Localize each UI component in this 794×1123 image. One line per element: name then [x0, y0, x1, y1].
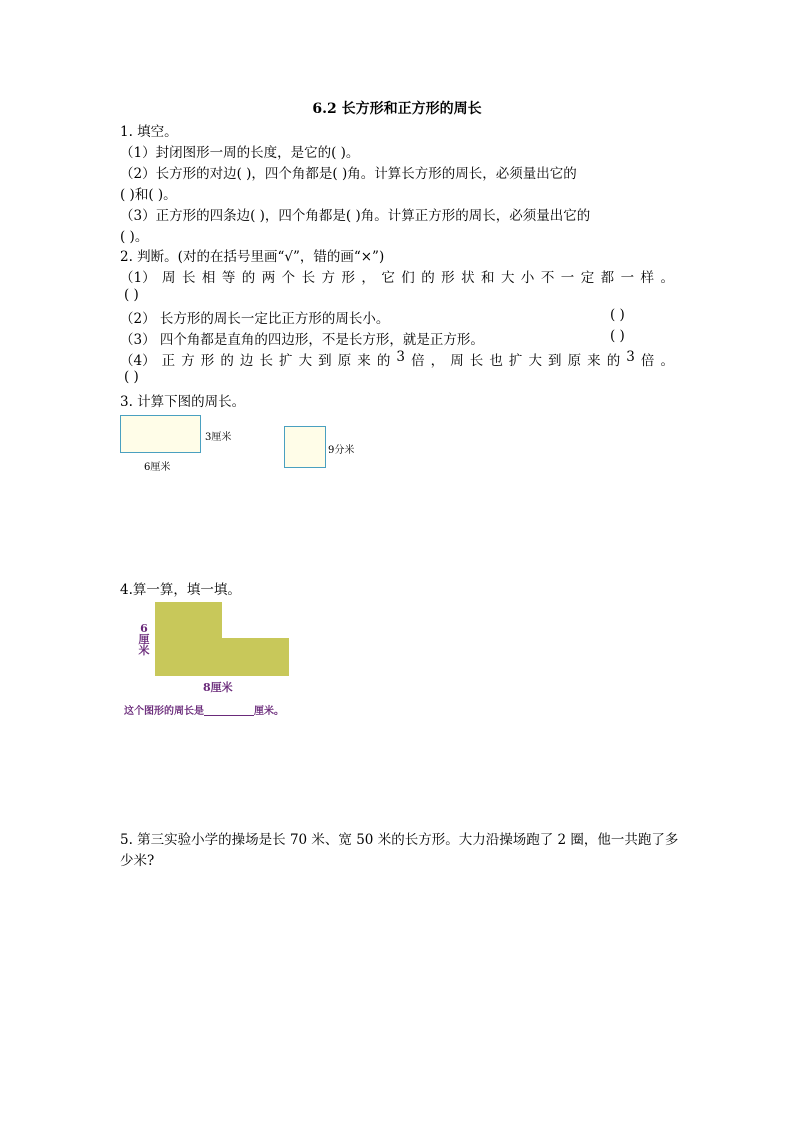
q2-item-2: （2） 长方形的周长一定比正方形的周长小。: [120, 311, 390, 327]
q1-heading: 1. 填空。: [120, 124, 178, 140]
q5-line-2: 少米?: [120, 853, 155, 869]
q4-answer-prefix: 这个图形的周长是: [124, 706, 204, 717]
q2-item-4: （4） 正 方 形 的 边 长 扩 大 到 原 来 的 3 倍 ， 周 长 也 扩 大 到 原 来 的 3 倍 。: [120, 349, 674, 369]
l-shape-short-part: [221, 638, 289, 676]
q1-item-3-cont: ( )。: [120, 229, 149, 245]
q2-item-3-answer-paren[interactable]: ( ): [610, 328, 625, 344]
square-side-label: 9分米: [328, 445, 355, 456]
q4-answer-line: [124, 702, 284, 717]
q1-item-2: （2）长方形的对边( )，四个角都是( )角。计算长方形的周长，必须量出它的: [120, 166, 577, 182]
q4-answer-blank[interactable]: [204, 705, 254, 716]
rectangle-width-label: 6厘米: [144, 462, 171, 473]
q2-item-1-answer-paren[interactable]: ( ): [124, 287, 139, 303]
q2-item-2-answer-paren[interactable]: ( ): [610, 307, 625, 323]
page-title: 6.2 长方形和正方形的周长: [312, 101, 482, 117]
rectangle-figure: [120, 415, 201, 453]
l-shape-width-label: 8厘米: [203, 681, 233, 694]
q4-answer-suffix: 厘米。: [254, 706, 284, 717]
q2-item-3: （3） 四个角都是直角的四边形，不是长方形，就是正方形。: [120, 332, 484, 348]
rectangle-height-label: 3厘米: [205, 432, 232, 443]
q1-item-3: （3）正方形的四条边( )，四个角都是( )角。计算正方形的周长，必须量出它的: [120, 208, 591, 224]
q4-heading: 4.算一算，填一填。: [120, 582, 241, 598]
q2-item-1: （1） 周 长 相 等 的 两 个 长 方 形 ， 它 们 的 形 状 和 大 小 不 一 定 都 一 样 。: [120, 270, 674, 286]
q5-line-1: 5. 第三实验小学的操场是长 70 米、宽 50 米的长方形。大力沿操场跑了 2 圈，他一共跑了多: [120, 832, 679, 848]
l-shape-tall-part: [155, 602, 222, 676]
q1-item-1: （1）封闭图形一周的长度，是它的( )。: [120, 145, 360, 161]
square-figure: [284, 426, 326, 468]
q2-heading: 2. 判断。(对的在括号里画“√”，错的画“×”): [120, 249, 385, 265]
q3-heading: 3. 计算下图的周长。: [120, 394, 246, 410]
l-shape-height-label: 6厘米: [138, 622, 150, 657]
q2-item-4-answer-paren[interactable]: ( ): [124, 369, 139, 385]
q1-item-2-cont: ( )和( )。: [120, 187, 177, 203]
